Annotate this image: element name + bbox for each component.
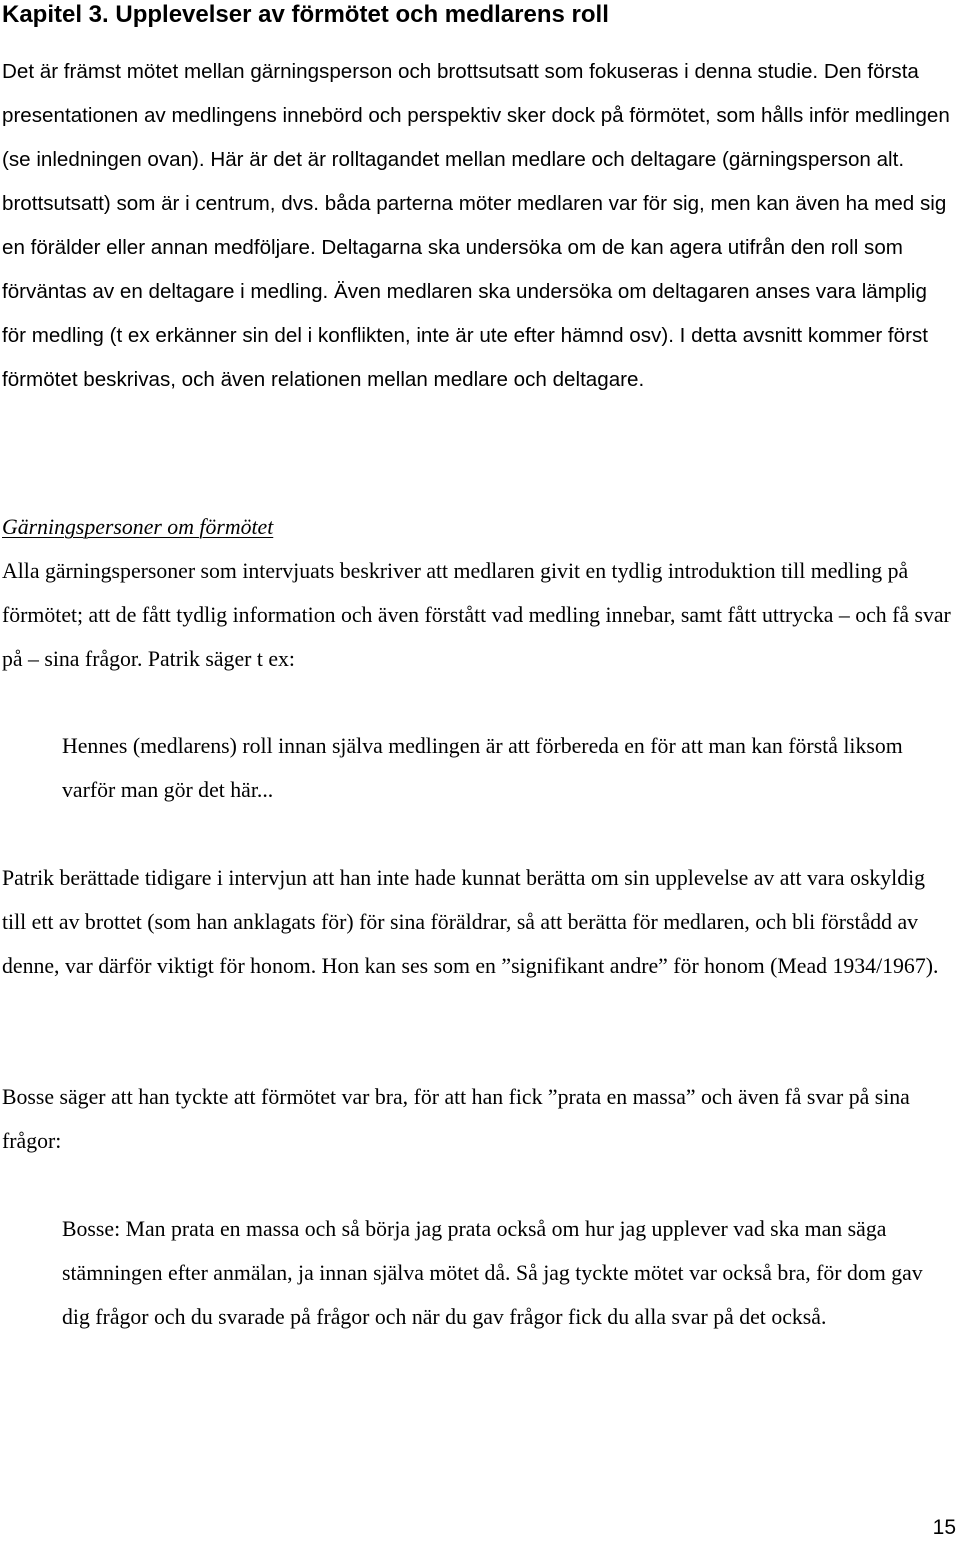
paragraph-3: Patrik berättade tidigare i intervjun att han inte hade kunnat berätta om sin upplevelse av att vara oskyldig till ett av brottet (som han anklagats för) för sina föräldrar, så att berätta för medlaren, och bli förstådd av denne, var därför viktigt för honom. Hon kan ses som en ”signifikant andre” för honom (Mead 1934/1967). <box>2 866 939 978</box>
page-number: 15 <box>932 1516 956 1539</box>
section-subheading: Gärningspersoner om förmötet <box>2 515 274 539</box>
paragraph-4: Bosse säger att han tyckte att förmötet var bra, för att han fick ”prata en massa” och även få svar på sina frågor: <box>2 1085 910 1153</box>
chapter-heading: Kapitel 3. Upplevelser av förmötet och medlarens roll <box>2 1 609 28</box>
intro-paragraph: Det är främst mötet mellan gärningsperson och brottsutsatt som fokuseras i denna studie. Den första presentationen av medlingens innebörd och perspektiv sker dock på förmötet, som hålls inför medlingen (se inledningen ovan). Här är det är rolltagandet mellan medlare och deltagare (gärningsperson alt. brottsutsatt) som är i centrum, dvs. båda parterna möter medlaren var för sig, men kan även ha med sig en förälder eller annan medföljare. Deltagarna ska undersöka om de kan agera utifrån den roll som förväntas av en deltagare i medling. Även medlaren ska undersöka om deltagaren anses vara lämplig för medling (t ex erkänner sin del i konflikten, inte är ute efter hämnd osv). I detta avsnitt kommer först förmötet beskrivas, och även relationen mellan medlare och deltagare. <box>2 60 950 391</box>
block-quote-2: Bosse: Man prata en massa och så börja jag prata också om hur jag upplever vad ska man säga stämningen efter anmälan, ja innan själva mötet då. Så jag tyckte mötet var också bra, för dom gav dig frågor och du svarade på frågor och när du gav frågor fick du alla svar på det också. <box>62 1217 923 1329</box>
paragraph-2: Alla gärningspersoner som intervjuats beskriver att medlaren givit en tydlig introduktion till medling på förmötet; att de fått tydlig information och även förstått vad medling innebar, samt fått uttrycka – och få svar på – sina frågor. Patrik säger t ex: <box>2 559 951 671</box>
block-quote-1: Hennes (medlarens) roll innan själva medlingen är att förbereda en för att man kan förstå liksom varför man gör det här... <box>62 734 903 802</box>
